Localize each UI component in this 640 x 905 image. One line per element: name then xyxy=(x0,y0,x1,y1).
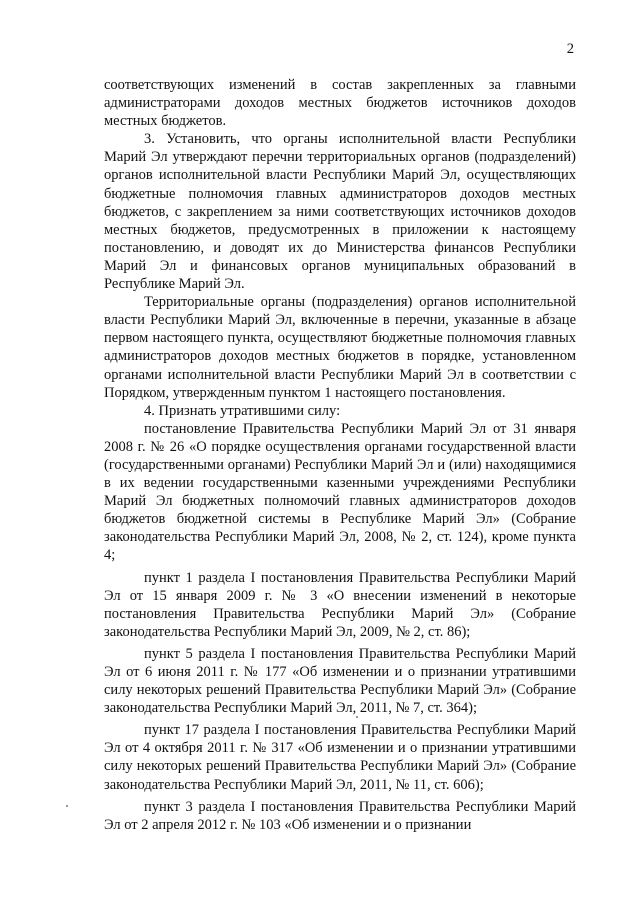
paragraph-repeal-resolution-2008: постановление Правительства Республики Марий Эл от 31 января 2008 г. № 26 «О порядке осуществления органами государственной власти (государственными органами) Республики Марий Эл и (или) находящимися в их ведении государственными казенными учреждениями Республики Марий Эл бюджетных полномочий главных администраторов доходов бюджетов бюджетной системы в Республике Марий Эл» (Собрание законодательства Республики Марий Эл, 2008, № 2, ст. 124), кроме пункта 4; xyxy=(104,420,576,564)
paragraph-item-4: 4. Признать утратившими силу: xyxy=(144,402,341,419)
paragraph-item-3: 3. Установить, что органы исполнительной власти Республики Марий Эл утверждают перечни территориальных органов (подразделений) органов исполнительной власти Республики Марий Эл, осуществляющих бюджетные полномочия главных администраторов доходов местных бюджетов, с закреплением за ними соответствующих источников доходов местных бюджетов, предусмотренных в приложении к настоящему постановлению, и доводят их до Министерства финансов Республики Марий Эл и финансовых органов муниципальных образований в Республике Марий Эл. xyxy=(104,131,576,293)
document-body xyxy=(104,76,576,834)
scan-speck xyxy=(66,805,68,807)
paragraph-repeal-2012: пункт 3 раздела I постановления Правительства Республики Марий Эл от 2 апреля 2012 г. № 103 «Об изменении и о признании xyxy=(104,798,576,833)
paragraph-repeal-2009: пункт 1 раздела I постановления Правительства Республики Марий Эл от 15 января 2009 г. № 3 «О внесении изменений в некоторые постановления Правительства Республики Марий Эл» (Собрание законодательства Республики Марий Эл, 2009, № 2, ст. 86); xyxy=(104,569,576,640)
page-number: 2 xyxy=(566,41,574,57)
scan-speck xyxy=(356,716,358,718)
paragraph-territorial-bodies: Территориальные органы (подразделения) органов исполнительной власти Республики Марий Эл, включенные в перечни, указанные в абзаце первом настоящего пункта, осуществляют бюджетные полномочия главных администраторов доходов местных бюджетов в порядке, установленном органами исполнительной власти Республики Марий Эл в соответствии с Порядком, утвержденным пунктом 1 настоящего постановления. xyxy=(104,294,576,401)
paragraph-repeal-october-2011: пункт 17 раздела I постановления Правительства Республики Марий Эл от 4 октября 2011 г. № 317 «Об изменении и о признании утратившими силу некоторых решений Правительства Республики Марий Эл» (Собрание законодательства Республики Марий Эл, 2011, № 11, ст. 606); xyxy=(104,722,576,793)
paragraph-continuation: соответствующих изменений в состав закрепленных за главными администраторами доходов местных бюджетов источников доходов местных бюджетов. xyxy=(104,77,576,130)
paragraph-repeal-june-2011: пункт 5 раздела I постановления Правительства Республики Марий Эл от 6 июня 2011 г. № 177 «Об изменении и о признании утратившими силу некоторых решений Правительства Республики Марий Эл» (Собрание законодательства Республики Марий Эл, 2011, № 7, ст. 364); xyxy=(104,645,576,717)
